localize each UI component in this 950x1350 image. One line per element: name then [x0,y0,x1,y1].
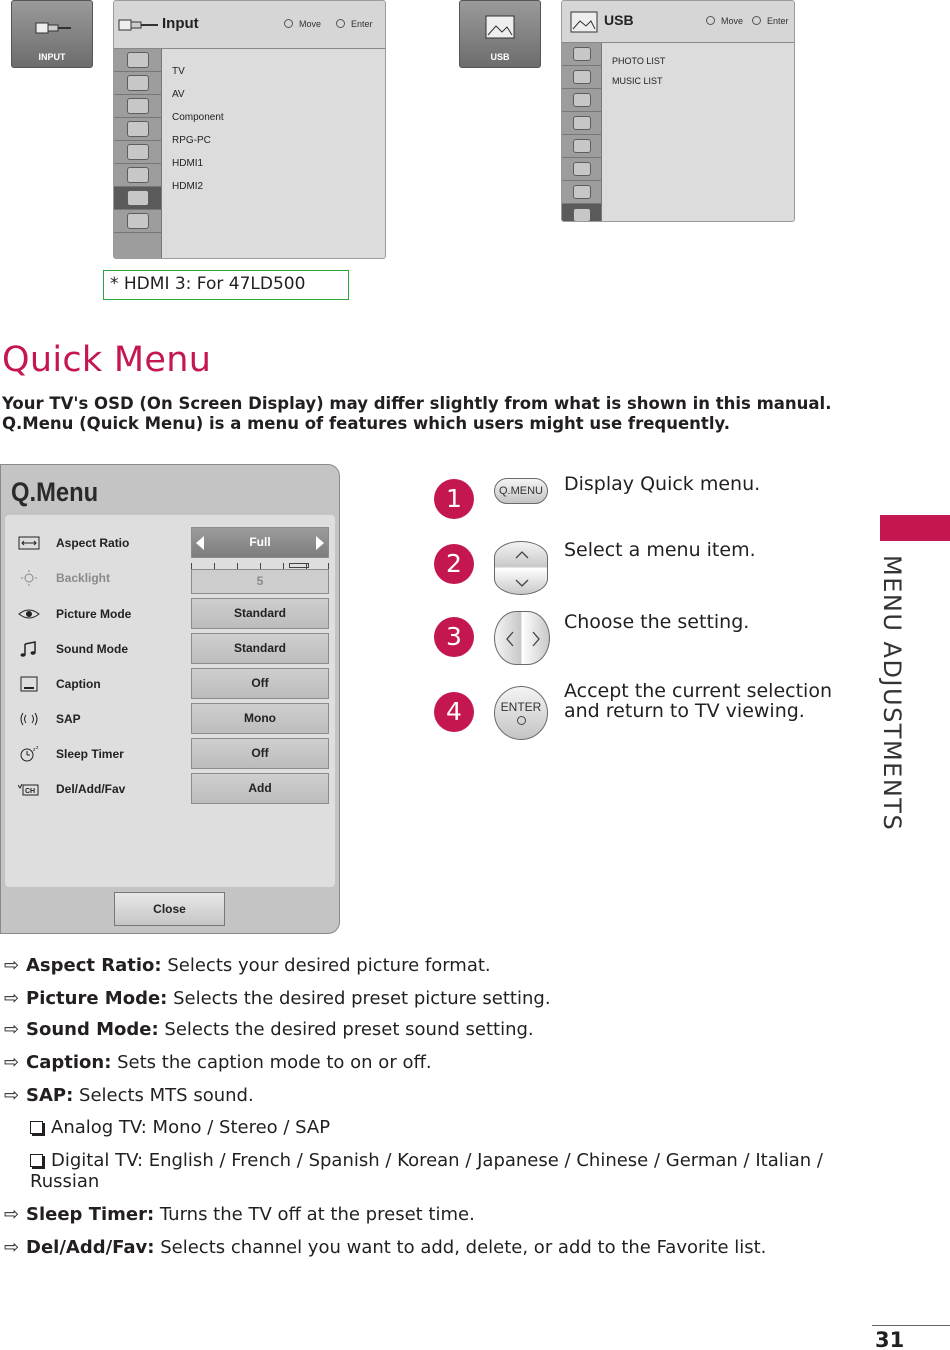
input-source-button[interactable] [11,0,93,68]
usb-osd-panel [561,0,795,222]
step-text: Choose the setting. [564,611,750,633]
sidebar-item-channel[interactable] [562,89,601,112]
desc-picture-mode: ⇨ Picture Mode: Selects the desired preset picture setting. [4,988,551,1009]
desc-sound-mode: ⇨ Sound Mode: Selects the desired preset sound setting. [4,1019,534,1040]
sidebar-item-time[interactable] [562,112,601,135]
arrow-left-icon[interactable] [196,536,204,550]
sleep-timer-value[interactable]: Off [191,738,329,769]
sap-digital-note: Digital TV: English / French / Spanish / Korean / Japanese / Chinese / German / Italian / Russian [30,1150,823,1192]
aspect-ratio-icon [18,535,40,551]
input-item-rgb-pc[interactable]: RPG-PC [172,135,211,146]
move-icon [284,19,293,28]
checkbox-bullet-icon [30,1154,43,1167]
svg-text:CH: CH [25,788,36,795]
step-number: 1 [434,479,474,519]
arrow-icon: ⇨ [4,988,20,1009]
sidebar-item-input[interactable] [562,181,601,204]
usb-source-button[interactable] [459,0,541,68]
eye-icon [18,606,40,622]
monitor-icon [127,75,149,91]
clock-icon [127,121,149,137]
monitor-icon [573,70,591,84]
input-item-hdmi1[interactable]: HDMI1 [172,158,204,169]
arrow-icon: ⇨ [4,1237,20,1258]
photo-frame-icon [568,9,602,35]
section-tab-label: MENU ADJUSTMENTS [878,555,906,832]
desc-sap: ⇨ SAP: Selects MTS sound. [4,1085,254,1106]
qmenu-label: Backlight [56,571,111,585]
page-number: 31 [875,1328,905,1350]
sidebar-item-lock[interactable] [114,164,161,187]
qmenu-label: Picture Mode [56,607,132,621]
speaker-icon [127,98,149,114]
sidebar-item-audio[interactable] [562,66,601,89]
sound-mode-value[interactable]: Standard [191,633,329,664]
arrow-right-icon[interactable] [316,536,324,550]
close-button[interactable]: Close [114,892,225,926]
step-number: 3 [434,617,474,657]
sidebar-item-lock[interactable] [562,158,601,181]
desc-sleep-timer: ⇨ Sleep Timer: Turns the TV off at the preset time. [4,1204,475,1225]
desc-caption: ⇨ Caption: Sets the caption mode to on or off. [4,1052,432,1073]
qmenu-label: Aspect Ratio [56,536,130,550]
input-osd-icon-column [114,49,162,258]
desc-del-add-fav: ⇨ Del/Add/Fav: Selects channel you want to add, delete, or add to the Favorite list. [4,1237,767,1258]
sidebar-item-picture[interactable] [114,49,161,72]
qmenu-label: Del/Add/Fav [56,782,126,796]
arrow-icon: ⇨ [4,1204,20,1225]
input-item-hdmi2[interactable]: HDMI2 [172,181,204,192]
usb-osd-icon-column [562,43,602,221]
sap-analog-note: Analog TV: Mono / Stereo / SAP [30,1117,870,1138]
hdmi-note: * HDMI 3: For 47LD500 [103,270,349,300]
move-icon [706,16,715,25]
enter-dot-icon [517,716,526,725]
step-text: Select a menu item. [564,539,756,561]
sidebar-item-usb[interactable] [562,204,601,222]
del-add-fav-value[interactable]: Add [191,773,329,804]
cable-plug-icon [118,15,158,35]
input-item-component[interactable]: Component [172,112,224,123]
qmenu-label: Sleep Timer [56,747,124,761]
enter-hint: Enter [752,16,789,26]
aspect-ratio-value[interactable]: Full [191,527,329,558]
usb-osd-title: USB [604,12,634,28]
cable-plug-icon [34,13,72,43]
section-tab-marker [880,515,950,541]
sidebar-item-usb[interactable] [114,210,161,233]
caption-value[interactable]: Off [191,668,329,699]
step-text: Accept the current selection and return to TV viewing. [564,680,832,722]
sidebar-item-option[interactable] [114,141,161,164]
cable-icon [127,190,149,206]
clock-icon [573,116,591,130]
usb-osd-header [562,1,794,43]
arrow-icon: ⇨ [4,1052,20,1073]
input-osd-panel [113,0,386,259]
sidebar-item-picture[interactable] [562,43,601,66]
sidebar-item-input[interactable] [114,187,161,210]
clock-icon [18,746,40,762]
intro-paragraph: Your TV's OSD (On Screen Display) may differ slightly from what is shown in this manual. Q.Menu (Quick Menu) is a menu of features which users might use frequently. [2,394,832,433]
qmenu-label: SAP [56,712,81,726]
sidebar-item-option[interactable] [562,135,601,158]
input-osd-title: Input [162,15,199,32]
move-hint: Move [706,16,743,26]
sap-value[interactable]: Mono [191,703,329,734]
backlight-icon [18,570,40,586]
usb-item-music-list[interactable]: MUSIC LIST [612,76,663,86]
sidebar-item-channel[interactable] [114,95,161,118]
page-title: Quick Menu [2,340,212,380]
caption-icon [18,676,40,692]
up-down-arrows-icon [495,542,549,596]
lock-icon [573,162,591,176]
qmenu-label: Caption [56,677,101,691]
usb-icon [573,208,591,222]
enter-icon [336,19,345,28]
left-right-arrows-icon [495,612,551,666]
arrow-icon: ⇨ [4,1019,20,1040]
usb-button-label: USB [490,52,510,62]
page-number-rule [872,1325,950,1326]
enter-button-label: ENTER [500,700,542,714]
picture-mode-value[interactable]: Standard [191,598,329,629]
sound-waves-icon [18,711,40,727]
input-button-label: INPUT [38,52,66,62]
picture-icon [573,47,591,61]
qmenu-remote-button: Q.MENU [494,478,548,504]
up-down-remote-button [494,541,548,595]
usb-item-photo-list[interactable]: PHOTO LIST [612,56,666,66]
checkbox-bullet-icon [30,1121,43,1134]
step-number: 2 [434,544,474,584]
backlight-value[interactable]: 5 [191,569,329,594]
lock-icon [127,167,149,183]
input-osd-header [114,1,385,49]
svg-text:z: z [33,747,36,753]
input-item-av[interactable]: AV [172,89,185,100]
speaker-icon [573,93,591,107]
qmenu-label: Sound Mode [56,642,128,656]
left-right-remote-button [494,611,550,665]
enter-remote-button [494,686,548,740]
enter-icon [752,16,761,25]
usb-icon [127,213,149,229]
picture-icon [127,52,149,68]
desc-aspect-ratio: ⇨ Aspect Ratio: Selects your desired picture format. [4,955,491,976]
move-hint: Move [284,19,321,29]
photo-frame-icon [482,13,520,43]
music-note-icon [18,641,40,657]
svg-text:z: z [36,746,39,751]
input-item-tv[interactable]: TV [172,66,185,77]
step-text: Display Quick menu. [564,473,761,495]
arrow-icon: ⇨ [4,955,20,976]
cable-icon [573,185,591,199]
step-number: 4 [434,692,474,732]
channel-icon [18,781,40,797]
briefcase-icon [573,139,591,153]
arrow-icon: ⇨ [4,1085,20,1106]
sidebar-item-audio[interactable] [114,72,161,95]
sidebar-item-time[interactable] [114,118,161,141]
enter-hint: Enter [336,19,373,29]
briefcase-icon [127,144,149,160]
qmenu-title: Q.Menu [11,477,99,507]
